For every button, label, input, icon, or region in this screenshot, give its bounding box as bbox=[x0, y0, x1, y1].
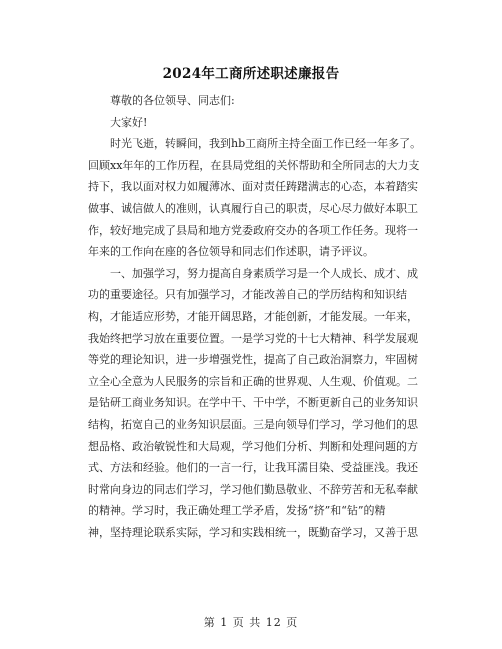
page-footer: 第 1 页 共 12 页 bbox=[203, 616, 299, 629]
text-line: 一、加强学习，努力提高自身素质学习是一个人成长、成才、成 bbox=[110, 266, 418, 280]
text-line: 我始终把学习放在重要位置。一是学习党的十七大精神、科学发展观 bbox=[88, 331, 418, 345]
text-line: 结构，拓宽自己的业务知识层面。三是向领导们学习，学习他们的思 bbox=[88, 417, 418, 431]
document-title: 2024年工商所述职述廉报告 bbox=[162, 66, 340, 82]
text-line: 年来的工作向在座的各位领导和同志们作述职，请予评议。 bbox=[88, 245, 374, 259]
text-line: 功的重要途径。只有加强学习，才能改善自己的学历结构和知识结 bbox=[88, 288, 407, 302]
text-line: 做事、诚信做人的准则，认真履行自己的职责，尽心尽力做好本职工 bbox=[88, 201, 418, 215]
text-line: 式、方法和经验。他们的一言一行，让我耳濡目染、受益匪浅。我还 bbox=[88, 461, 418, 475]
text-line: 的精神。学习时，我正确处理工学矛盾，发扬“挤”和“钻”的精 bbox=[88, 504, 386, 518]
text-line: 立全心全意为人民服务的宗旨和正确的世界观、人生观、价值观。二 bbox=[88, 374, 418, 388]
text-line: 构，才能适应形势，才能开阔思路，才能创新，才能发展。一年来， bbox=[88, 309, 418, 323]
text-line: 回顾xx年年的工作历程，在县局党组的关怀帮助和全所同志的大力支 bbox=[88, 158, 420, 172]
text-line: 是钻研工商业务知识。在学中干、干中学，不断更新自己的业务知识 bbox=[88, 396, 418, 410]
text-line: 作，较好地完成了县局和地方党委政府交办的各项工作任务。现将一 bbox=[88, 223, 418, 237]
document-body bbox=[88, 90, 424, 543]
text-line: 大家好! bbox=[110, 115, 148, 129]
text-line: 尊敬的各位领导、同志们: bbox=[110, 94, 235, 107]
text-line: 持下，我以面对权力如履薄冰、面对责任踌躇满志的心态，本着踏实 bbox=[88, 180, 418, 194]
text-line: 时光飞逝，转瞬间，我到hb工商所主持全面工作已经一年多了。 bbox=[110, 137, 422, 151]
text-line: 神，坚持理论联系实际，学习和实践相统一，既勤奋学习，又善于思 bbox=[88, 525, 418, 539]
text-line: 等党的理论知识，进一步增强党性，提高了自己政治洞察力，牢固树 bbox=[88, 353, 418, 367]
text-line: 想品格、政治敏锐性和大局观，学习他们分析、判断和处理问题的方 bbox=[88, 439, 418, 453]
text-line: 时常向身边的同志们学习，学习他们勤恳敬业、不辞劳苦和无私奉献 bbox=[88, 482, 418, 496]
